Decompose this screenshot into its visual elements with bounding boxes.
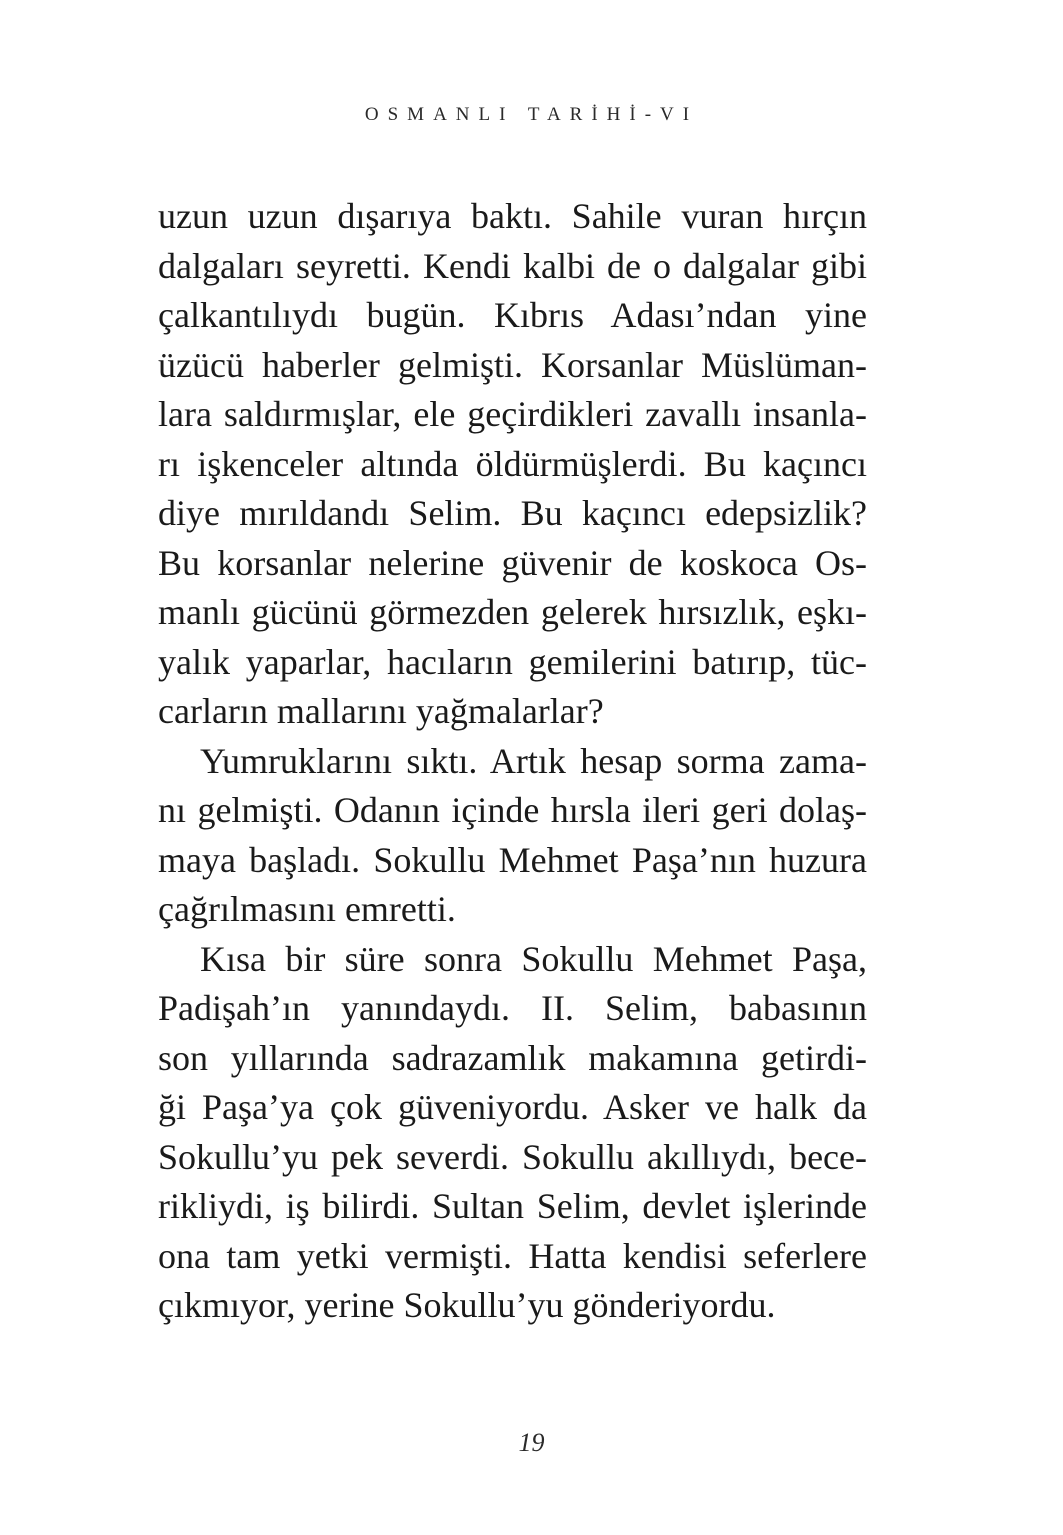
text-line: nı gelmişti. Odanın içinde hırsla ileri geri dolaş- bbox=[158, 790, 867, 830]
text-line: Bu korsanlar nelerine güvenir de koskoca Os- bbox=[158, 542, 867, 583]
text-line: Yumruklarını sıktı. Artık hesap sorma zama- bbox=[200, 740, 867, 781]
text-line: rı işkenceler altında öldürmüşlerdi. Bu kaçıncı bbox=[158, 443, 867, 484]
text-line: çağrılmasını emretti. bbox=[158, 889, 456, 929]
text-line: yalık yaparlar, hacıların gemilerini batırıp, tüc- bbox=[158, 641, 867, 682]
text-line: Sokullu’yu pek severdi. Sokullu akıllıydı, bece- bbox=[158, 1136, 867, 1177]
text-line: uzun uzun dışarıya baktı. Sahile vuran hırçın bbox=[158, 196, 867, 236]
text-line: diye mırıldandı Selim. Bu kaçıncı edepsizlik? bbox=[158, 493, 867, 533]
paragraph-1 bbox=[158, 192, 867, 737]
page-number: 19 bbox=[518, 1428, 545, 1457]
text-line: carların mallarını yağmalarlar? bbox=[158, 691, 604, 731]
paragraph-3 bbox=[158, 935, 867, 1331]
text-line: manlı gücünü görmezden gelerek hırsızlık, eşkı- bbox=[158, 592, 867, 632]
text-line: ona tam yetki vermişti. Hatta kendisi seferlere bbox=[158, 1235, 867, 1276]
text-line: ği Paşa’ya çok güveniyordu. Asker ve halk da bbox=[158, 1087, 867, 1127]
text-line: maya başladı. Sokullu Mehmet Paşa’nın huzura bbox=[158, 839, 867, 880]
text-line: çıkmıyor, yerine Sokullu’yu gönderiyordu. bbox=[158, 1285, 776, 1325]
text-line: lara saldırmışlar, ele geçirdikleri zavallı insanla- bbox=[158, 394, 867, 434]
text-line: üzücü haberler gelmişti. Korsanlar Müslüman- bbox=[158, 344, 867, 385]
text-line: çalkantılıydı bugün. Kıbrıs Adası’ndan yine bbox=[158, 295, 867, 335]
paragraph-2 bbox=[158, 737, 867, 935]
text-line: Padişah’ın yanındaydı. II. Selim, babasının bbox=[158, 988, 867, 1028]
text-line: son yıllarında sadrazamlık makamına getirdi- bbox=[158, 1037, 867, 1078]
running-header: OSMANLI TARİHİ-VI bbox=[364, 104, 699, 125]
body-text bbox=[158, 192, 867, 1331]
text-line: Kısa bir süre sonra Sokullu Mehmet Paşa, bbox=[200, 938, 867, 979]
text-line: rikliydi, iş bilirdi. Sultan Selim, devlet işlerinde bbox=[158, 1186, 867, 1226]
text-line: dalgaları seyretti. Kendi kalbi de o dalgalar gibi bbox=[158, 245, 867, 286]
